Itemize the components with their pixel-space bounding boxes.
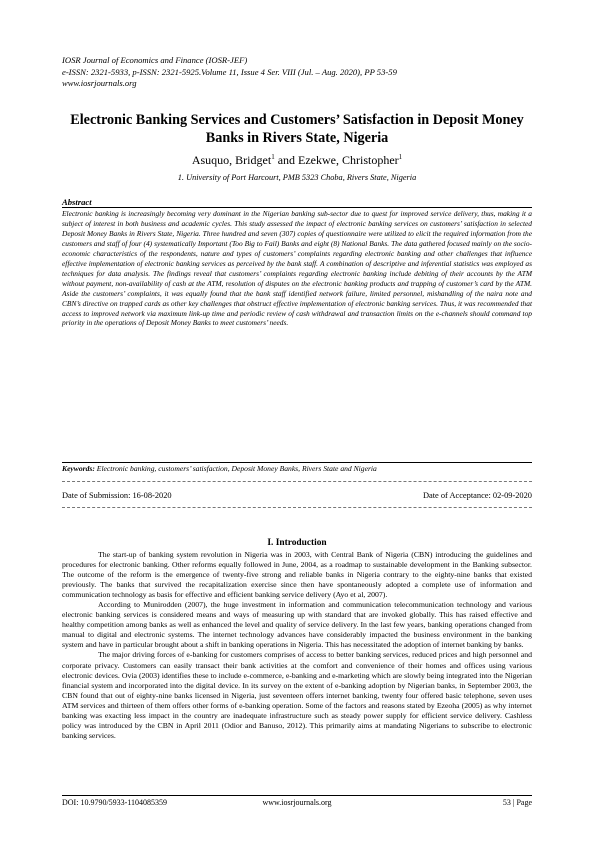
authors-line [62, 153, 532, 167]
dates-row [62, 491, 532, 501]
paragraph: The major driving forces of e-banking for customers comprises of access to better banking services, reduced prices and high personnel and corporate privacy. Customers can easily transact their bank activities at the comfort and convenience of their homes and offices using various electronic devices. Ovia (2003) identifies these to include e-commerce, e-banking and e-marketing which are slowly being integrated into the Nigerian financial system and incorporated into the digital device. In its survey on the extent of e-banking adoption by Nigerian banks, in September 2003, the CBN found that out of eighty-nine banks licensed in Nigeria, just seventeen offers internet banking, twenty four offered basic telephone, seven uses ATM services and thirteen of them offers other forms of e-banking operation. Some of the factors and reasons stated by Ezeoha (2005) as why internet banking was exacting less impact in the country are inadequate infrastructure such as steady power supply for efficient service delivery. Cashless policy was introduced by the CBN in April 2011 (Odior and Banuso, 2012). This primarily aims at mandating Nigerians to subscribe to electronic banking services. [62, 650, 532, 740]
author-1-affil-mark: 1 [271, 153, 275, 161]
paragraph: According to Munirodden (2007), the huge investment in information and communication telecommunication technology and various electronic banking services is considered means and ways of measuring up with standard that are invoked globally. This has raised effective and healthy competition among banks as well as enhanced the level and quality of service delivery. In the last few years, banking operations changed from manual to digital and electronic systems. The internet technology advances have considerably impacted the business environment in the banking system and have in particular brought about a shift in banking operations in Nigeria. This has necessitated the adoption of internet banking by banks. [62, 600, 532, 650]
journal-issn: e-ISSN: 2321-5933, p-ISSN: 2321-5925.Volume 11, Issue 4 Ser. VIII (Jul. – Aug. 2020), PP 53-59 [62, 66, 397, 77]
date-of-acceptance: Date of Acceptance: 02-09-2020 [422, 491, 532, 500]
abstract-bottom-rule [62, 462, 532, 463]
dates-bottom-divider [62, 507, 532, 508]
journal-name: IOSR Journal of Economics and Finance (IOSR-JEF) [62, 55, 248, 65]
footer-doi: DOI: 10.9790/5933-1104085359 [62, 798, 168, 807]
journal-website: www.iosrjournals.org [62, 78, 137, 89]
author-2: Ezekwe, Christopher [298, 153, 399, 167]
keywords-label: Keywords: [62, 464, 95, 473]
keywords-text: Electronic banking, customers’ satisfaction, Deposit Money Banks, Rivers State and Nigeria [94, 464, 377, 473]
introduction-body [62, 550, 532, 741]
authors-conjunction: and [274, 153, 299, 167]
paragraph: The start-up of banking system revolution in Nigeria was in 2003, with Central Bank of Nigeria (CBN) introducing the guidelines and procedures for electronic banking. Other reforms equally followed in June, 2004, as a roadmap to sustainable development in the Banking subsector. The outcome of the reform is the emergence of twenty-five strong and reliable banks in Nigeria contrary to the eighty-nine banks that existed previously. The banks that survived the recapitalization exercise since then have spontaneously adopted a complete use of information and communication technology as basis for effective and efficient banking service delivery (Ayo et al, 2007). [62, 550, 532, 600]
footer-page-number: 53 | Page [502, 798, 532, 807]
author-2-affil-mark: 1 [398, 153, 403, 161]
journal-header [62, 55, 532, 90]
date-of-submission: Date of Submission: 16-08-2020 [62, 491, 172, 500]
abstract-label: Abstract [62, 197, 92, 207]
abstract-text: Electronic banking is increasingly becoming very dominant in the Nigerian banking sub-sector due to quest for improved service delivery, thus, making it a subject of interest in both business and academic cycles. This study assessed the impact of electronic banking services on customers’ satisfaction in selected Deposit Money Banks in Rivers State, Nigeria. Three hundred and seven (307) copies of questionnaire were utilized to elicit the required information from the customers and staff of four (4) systematically Important (Too Big to Fail) Banks and eight (8) National Banks. The data gathered focused mainly on the socio-economic characteristics of the respondents, nature and types of customers’ complaints regarding electronic banking and other challenges that influence effective implementation of electronic banking services as perceived by the bank staff. A combination of descriptive and inferential statistics was employed as techniques for data analysis. The findings reveal that customers’ complaints regarding electronic banking include debiting of their accounts by the ATM without payment, non-availability of cash at the ATM, resolution of disputes on the electronic banking products and trapping of customer’s card by the ATM. Aside the customers’ complaints, it was equally found that the bank staff identified network failure, limited personnel, mishandling of the naira note and CBN’s directive on trapped cards as other key challenges that obstruct effective implementation of electronic banking services. Thus, it was recommended that access to improved network via maximum link-up time and periodic review of cash withdrawal and transaction limits on the e-channels should command top priority in the operations of Deposit Money Banks to meet customers’ needs. [62, 209, 532, 328]
section-heading-introduction: I. Introduction [267, 538, 327, 548]
abstract-top-rule [62, 207, 532, 208]
affiliation: 1. University of Port Harcourt, PMB 5323 Choba, Rivers State, Nigeria [177, 173, 417, 182]
footer-rule [62, 795, 532, 796]
footer-website: www.iosrjournals.org [262, 798, 332, 807]
author-1: Asuquo, Bridget [191, 153, 272, 167]
dates-top-divider [62, 481, 532, 482]
page-footer [62, 798, 532, 808]
keywords [62, 464, 532, 474]
paper-title: Electronic Banking Services and Customers’ Satisfaction in Deposit Money Banks in Rivers State, Nigeria [70, 112, 524, 146]
